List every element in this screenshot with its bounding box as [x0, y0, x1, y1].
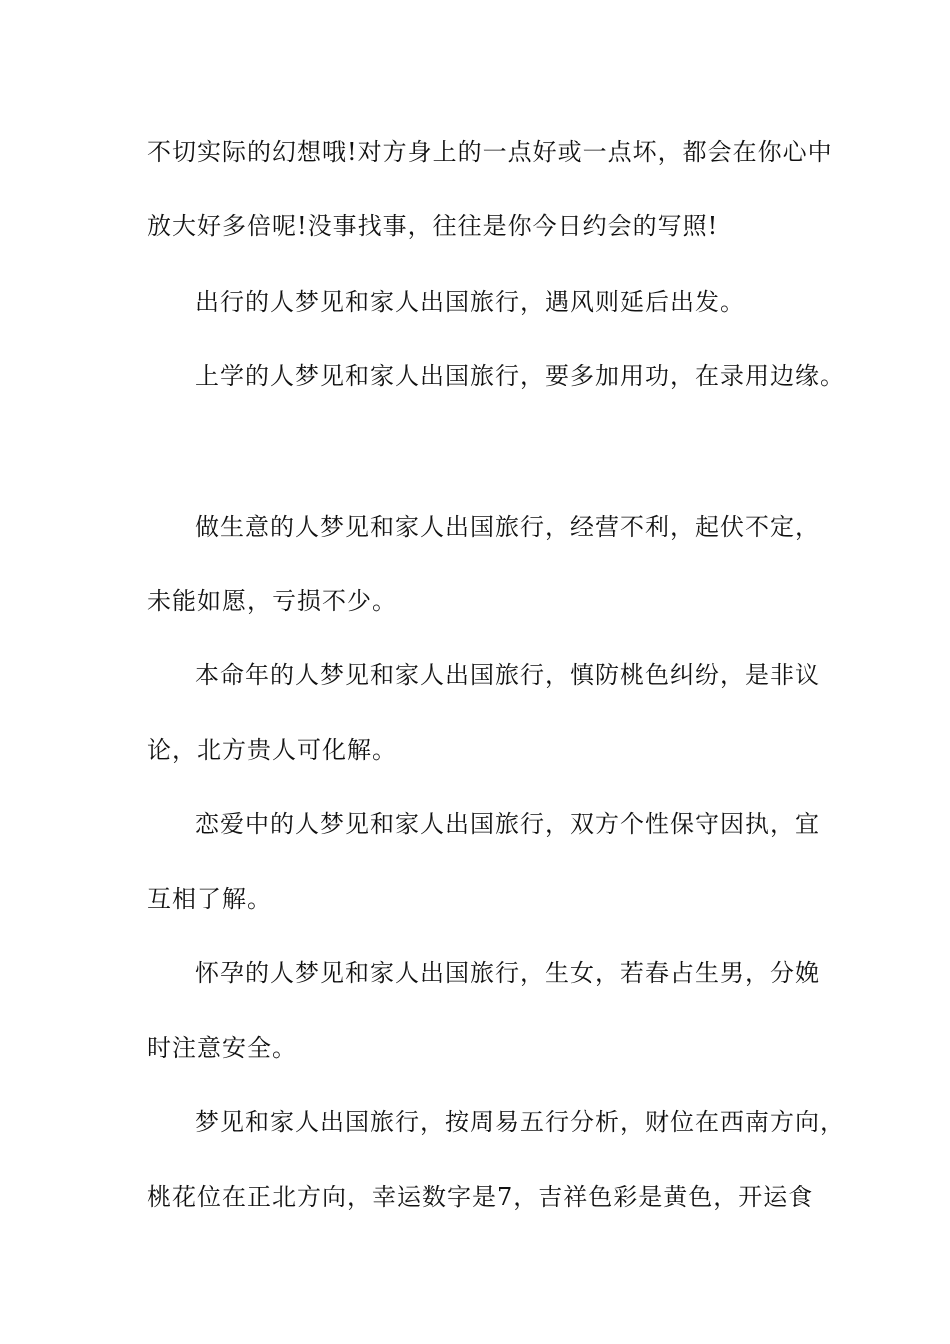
- text-line: 论，北方贵人可化解。: [147, 736, 397, 764]
- paragraph-start: 做生意的人梦见和家人出国旅行，经营不利，起伏不定，: [195, 513, 820, 541]
- paragraph-start: 恋爱中的人梦见和家人出国旅行，双方个性保守因执，宜: [195, 810, 820, 838]
- paragraph-start: 梦见和家人出国旅行，按周易五行分析，财位在西南方向，: [195, 1108, 845, 1136]
- text-line: 互相了解。: [147, 885, 272, 913]
- paragraph-start: 怀孕的人梦见和家人出国旅行，生女，若春占生男，分娩: [195, 959, 820, 987]
- paragraph-start: 上学的人梦见和家人出国旅行，要多加用功，在录用边缘。: [195, 362, 845, 390]
- text-line: 未能如愿，亏损不少。: [147, 587, 397, 615]
- text-line: 桃花位在正北方向，幸运数字是7，吉祥色彩是黄色，开运食: [147, 1183, 814, 1211]
- text-line: 不切实际的幻想哦!对方身上的一点好或一点坏，都会在你心中: [147, 138, 833, 166]
- paragraph-start: 出行的人梦见和家人出国旅行，遇风则延后出发。: [195, 288, 745, 316]
- text-line: 放大好多倍呢!没事找事，往往是你今日约会的写照!: [147, 212, 719, 240]
- text-line: 时注意安全。: [147, 1034, 297, 1062]
- paragraph-start: 本命年的人梦见和家人出国旅行，慎防桃色纠纷，是非议: [195, 661, 820, 689]
